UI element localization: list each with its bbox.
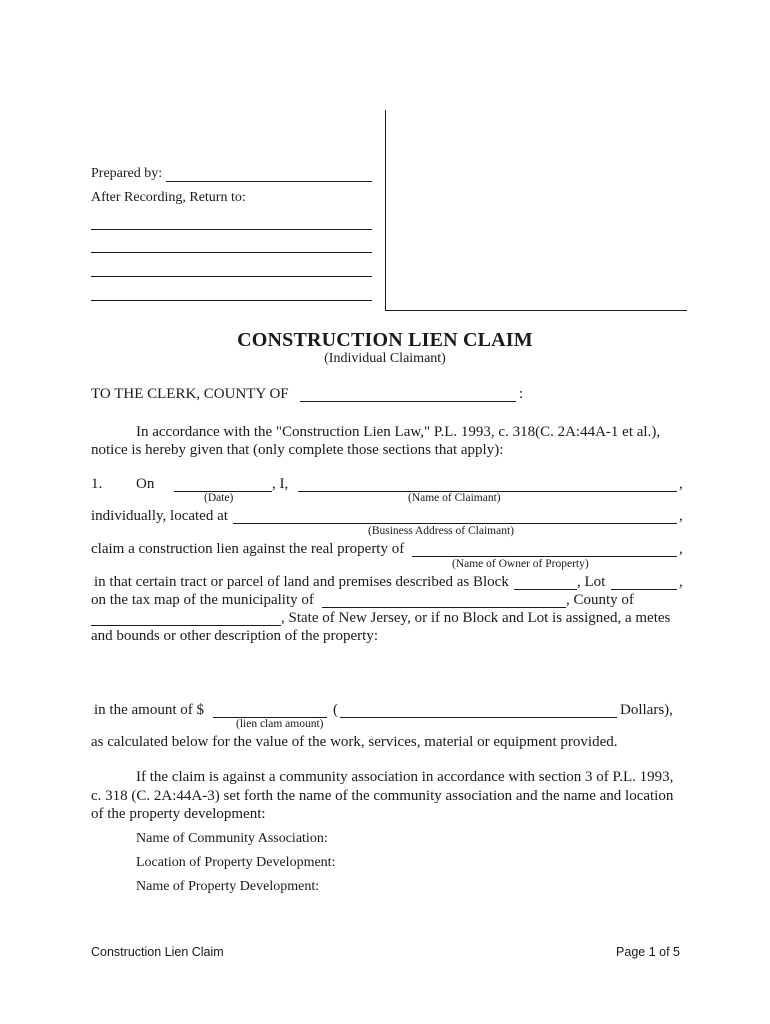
amount-words-field[interactable] [340, 717, 617, 718]
owner-name-field[interactable] [412, 556, 677, 557]
state-line: , State of New Jersey, or if no Block and Lot is assigned, a metes [281, 610, 671, 626]
return-to-line-2[interactable] [91, 252, 372, 253]
prepared-by-label: Prepared by: [91, 166, 163, 181]
community-line-2: c. 318 (C. 2A:44A-3) set forth the name of the community association and the name and location [91, 788, 674, 804]
claim-lien-label: claim a construction lien against the real property of [91, 541, 405, 557]
county-name-field[interactable] [91, 625, 281, 626]
comma-1: , [679, 476, 683, 492]
page-title: CONSTRUCTION LIEN CLAIM [237, 329, 533, 351]
county-of-label: , County of [566, 592, 634, 608]
location-development-label: Location of Property Development: [136, 855, 336, 870]
business-address-field[interactable] [233, 523, 677, 524]
county-field[interactable] [300, 401, 516, 402]
date-caption: (Date) [204, 492, 234, 504]
calculated-line: as calculated below for the value of the work, services, material or equipment provided. [91, 734, 618, 750]
recording-box-divider [385, 110, 386, 310]
tract-label: in that certain tract or parcel of land and premises described as Block [94, 574, 509, 590]
comma-2: , [679, 508, 683, 524]
dollars-label: Dollars), [620, 702, 673, 718]
property-development-label: Name of Property Development: [136, 879, 320, 894]
comma-i-label: , I, [272, 476, 289, 492]
to-clerk-colon: : [519, 386, 524, 402]
owner-caption: (Name of Owner of Property) [452, 558, 589, 570]
to-clerk-label: TO THE CLERK, COUNTY OF [91, 386, 289, 402]
prepared-by-field[interactable] [166, 181, 372, 182]
intro-line-2: notice is hereby given that (only complete those sections that apply): [91, 442, 504, 458]
footer-title: Construction Lien Claim [91, 945, 224, 959]
section-number: 1. [91, 476, 103, 492]
community-name-label: Name of Community Association: [136, 831, 328, 846]
recording-box-bottom [385, 310, 687, 311]
metes-line: and bounds or other description of the property: [91, 628, 379, 644]
comma-4: , [679, 574, 683, 590]
amount-caption: (lien clam amount) [236, 718, 324, 730]
located-at-label: individually, located at [91, 508, 228, 524]
tax-map-label: on the tax map of the municipality of [91, 592, 314, 608]
community-line-1: If the claim is against a community association in accordance with section 3 of P.L. 1993, [136, 769, 674, 785]
business-caption: (Business Address of Claimant) [368, 525, 514, 537]
municipality-field[interactable] [322, 607, 566, 608]
amount-label: in the amount of $ [94, 702, 204, 718]
comma-3: , [679, 541, 683, 557]
community-line-3: of the property development: [91, 806, 266, 822]
return-to-line-3[interactable] [91, 276, 372, 277]
return-to-line-4[interactable] [91, 300, 372, 301]
intro-line-1: In accordance with the "Construction Lien Law," P.L. 1993, c. 318(C. 2A:44A-1 et al.), [136, 424, 661, 440]
amount-open-paren: ( [333, 702, 338, 718]
page-number: Page 1 of 5 [616, 945, 680, 959]
lot-label: , Lot [577, 574, 606, 590]
claimant-caption: (Name of Claimant) [408, 492, 501, 504]
block-field[interactable] [514, 589, 577, 590]
after-recording-label: After Recording, Return to: [91, 190, 246, 205]
lot-field[interactable] [611, 589, 677, 590]
on-label: On [136, 476, 155, 492]
return-to-line-1[interactable] [91, 229, 372, 230]
page-subtitle: (Individual Claimant) [324, 351, 446, 366]
